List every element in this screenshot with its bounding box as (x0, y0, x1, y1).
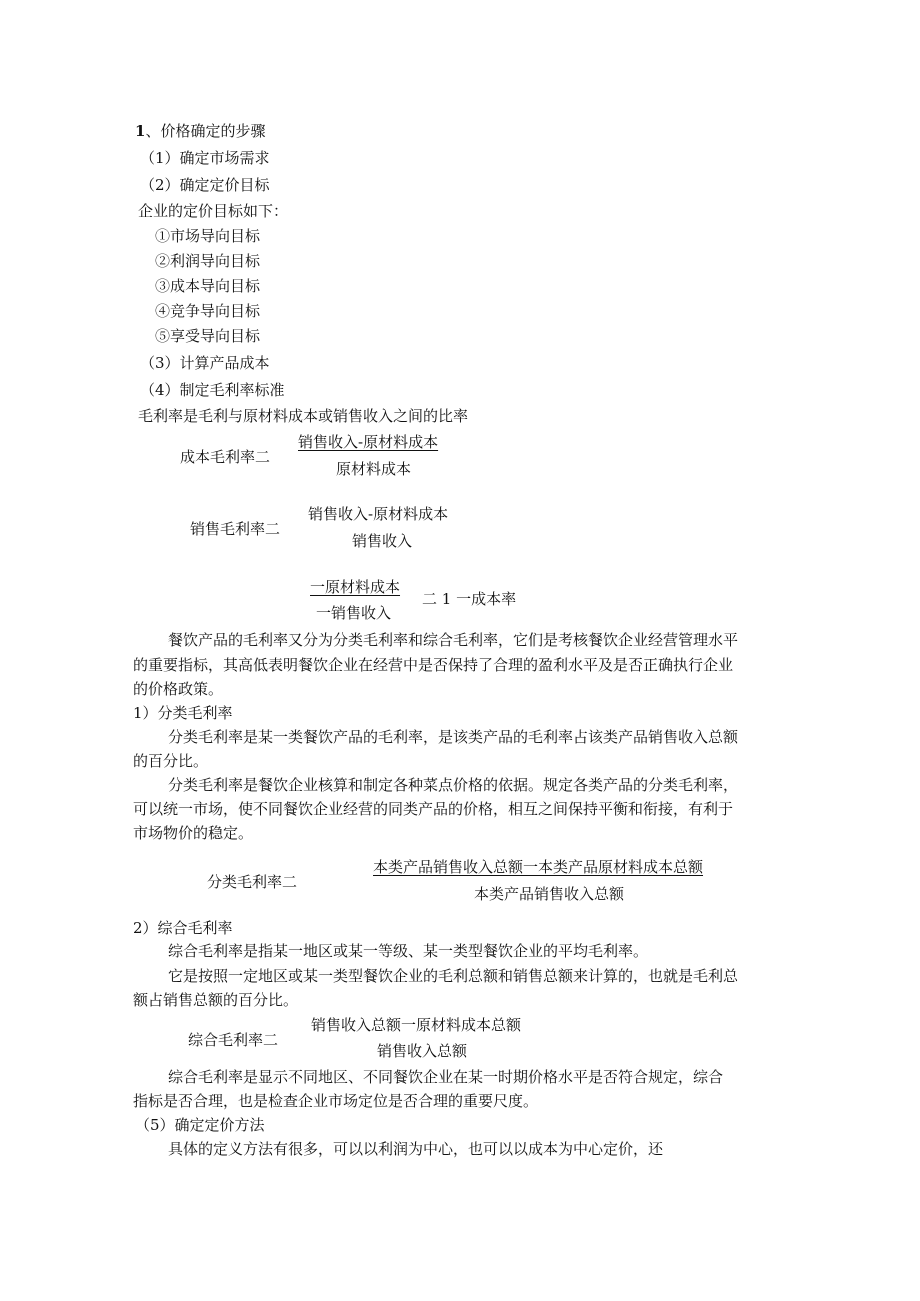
paragraph-line: 的价格政策。 (133, 680, 224, 698)
paragraph-line: 具体的定义方法有很多，可以以利润为中心，也可以以成本为中心定价，还 (168, 1140, 664, 1158)
paragraph-line: 综合毛利率是指某一地区或某一等级、某一类型餐饮企业的平均毛利率。 (168, 942, 649, 960)
paragraph-line: 分类毛利率是某一类餐饮产品的毛利率，是该类产品的毛利率占该类产品销售收入总额 (168, 728, 739, 746)
subheading-category-margin: 1）分类毛利率 (133, 704, 233, 722)
formula-denominator-sales-margin: 销售收入 (352, 532, 413, 550)
formula-numerator-composite-margin: 销售收入总额一原材料成本总额 (311, 1016, 522, 1034)
section-title: 、价格确定的步骤 (145, 122, 266, 140)
paragraph-line: 综合毛利率是显示不同地区、不同餐饮企业在某一时期价格水平是否符合规定，综合 (168, 1068, 724, 1086)
formula-label-category-margin: 分类毛利率二 (207, 873, 298, 891)
goal-item: ③成本导向目标 (155, 277, 261, 295)
paragraph-line: 它是按照一定地区或某一类型餐饮企业的毛利总额和销售总额来计算的，也就是毛利总 (168, 967, 739, 985)
margin-definition: 毛利率是毛利与原材料成本或销售收入之间的比率 (138, 407, 469, 425)
paragraph-line: 的百分比。 (133, 752, 209, 770)
step-5: （5）确定定价方法 (135, 1116, 265, 1134)
paragraph-line: 指标是否合理，也是检查企业市场定位是否合理的重要尺度。 (133, 1092, 539, 1110)
formula-numerator-sales-margin: 销售收入-原材料成本 (308, 505, 449, 523)
formula-denominator-category-margin: 本类产品销售收入总额 (474, 885, 625, 903)
step-2: （2）确定定价目标 (140, 176, 270, 194)
paragraph-line: 市场物价的稳定。 (133, 824, 254, 842)
section-number: 1 (135, 122, 146, 140)
formula-label-cost-margin: 成本毛利率二 (180, 448, 271, 466)
paragraph-line: 的重要指标，其高低表明餐饮企业在经营中是否保持了合理的盈利水平及是否正确执行企业 (133, 656, 734, 674)
goal-item: ⑤享受导向目标 (155, 327, 261, 345)
formula-numerator-ratio: 一原材料成本 (310, 578, 401, 596)
goal-item: ②利润导向目标 (155, 252, 261, 270)
step-4: （4）制定毛利率标准 (140, 381, 285, 399)
formula-label-sales-margin: 销售毛利率二 (190, 520, 281, 538)
paragraph-line: 额占销售总额的百分比。 (133, 991, 299, 1009)
goals-intro: 企业的定价目标如下： (138, 202, 289, 220)
formula-label-composite-margin: 综合毛利率二 (188, 1031, 279, 1049)
section-heading (135, 121, 265, 141)
formula-numerator-category-margin: 本类产品销售收入总额一本类产品原材料成本总额 (373, 858, 704, 876)
step-1: （1）确定市场需求 (140, 149, 270, 167)
goal-item: ④竞争导向目标 (155, 302, 261, 320)
formula-denominator-ratio: 一销售收入 (316, 604, 392, 622)
formula-numerator-cost-margin: 销售收入-原材料成本 (298, 433, 439, 451)
subheading-composite-margin: 2）综合毛利率 (133, 919, 233, 937)
formula-result-ratio: 二 1 一成本率 (422, 590, 517, 608)
paragraph-line: 分类毛利率是餐饮企业核算和制定各种菜点价格的依据。规定各类产品的分类毛利率， (168, 776, 739, 794)
step-3: （3）计算产品成本 (140, 354, 270, 372)
goal-item: ①市场导向目标 (155, 227, 261, 245)
paragraph-line: 可以统一市场，使不同餐饮企业经营的同类产品的价格，相互之间保持平衡和衔接，有利于 (133, 800, 734, 818)
formula-denominator-composite-margin: 销售收入总额 (377, 1042, 468, 1060)
paragraph-line: 餐饮产品的毛利率又分为分类毛利率和综合毛利率，它们是考核餐饮企业经营管理水平 (168, 631, 739, 649)
formula-denominator-cost-margin: 原材料成本 (336, 460, 412, 478)
